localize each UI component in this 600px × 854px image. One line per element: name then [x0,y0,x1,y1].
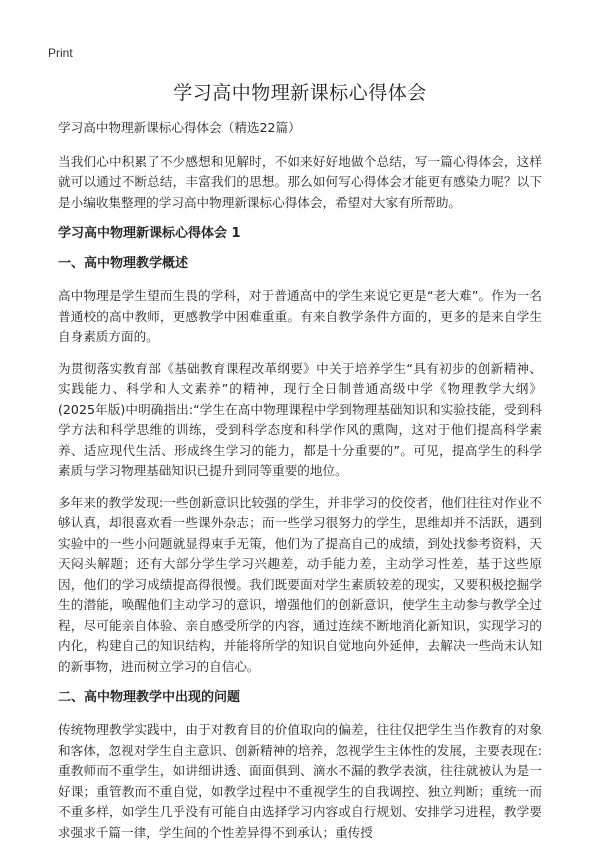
section-paragraph: 为贯彻落实教育部《基础教育课程改革纲要》中关于培养学生“具有初步的创新精神、实践能力、科学和人文素养”的精神，现行全日制普通高级中学《物理教学大纲》(2025年版)中明确指出:“学生在高中物理课程中学到物理基础知识和实验技能，受到科学方法和科学思维的训练，受到科学态度和科学作风的熏陶，这对于他们提高科学素养、适应现代生活、形成终生学习的能力，都是十分重要的”。可见，提高学生的科学素质与学习物理基础知识已提升到同等重要的地位。 [58,360,542,478]
page-title: 学习高中物理新课标心得体会 [173,82,427,104]
section-heading: 二、高中物理教学中出现的问题 [58,690,241,705]
print-link[interactable]: Print [48,46,73,60]
section-heading: 一、高中物理教学概述 [58,256,189,271]
article-heading: 学习高中物理新课标心得体会 1 [58,226,241,241]
article-body [58,118,542,854]
section-paragraph: 高中物理是学生望而生畏的学科，对于普通高中的学生来说它更是“老大难”。作为一名普通校的高中教师，更感教学中困难重重。有来自教学条件方面的，更多的是来自学生自身素质方面的。 [58,288,542,344]
section-paragraph: 多年来的教学发现:一些创新意识比较强的学生，并非学习的佼佼者，他们往往对作业不够认真，却很喜欢看一些课外杂志；而一些学习很努力的学生，思维却并不活跃，遇到实验中的一些小问题就显得束手无策，他们为了提高自己的成绩，到处找参考资料，天天闷头解题；还有大部分学生学习兴趣差，动手能力差，主动学习性差，基于这些原因，他们的学习成绩提高得很慢。我们既要面对学生素质较差的现实，又要积极挖掘学生的潜能，唤醒他们主动学习的意识，增强他们的创新意识，使学生主动参与教学全过程，尽可能亲自体验、亲自感受所学的内容，通过连续不断地消化新知识，实现学习的内化，构建自己的知识结构，并能将所学的知识自觉地向外延伸，去解决一些尚未认知的新事物，进而树立学习的自信心。 [58,494,542,674]
intro-paragraph: 当我们心中积累了不少感想和见解时，不如来好好地做个总结，写一篇心得体会，这样就可以通过不断总结，丰富我们的思想。那么如何写心得体会才能更有感染力呢？以下是小编收集整理的学习高中物理新课标心得体会，希望对大家有所帮助。 [58,153,542,210]
section-paragraph: 传统物理教学实践中，由于对教育目的价值取向的偏差，往往仅把学生当作教育的对象和客体，忽视对学生自主意识、创新精神的培养，忽视学生主体性的发展，主要表现在:重教师而不重学生，如讲细讲透、面面俱到、滴水不漏的教学表演，往往就被认为是一好课；重管教而不重自觉，如教学过程中不重视学生的自我调控、独立判断；重统一而不重多样，如学生几乎没有可能自由选择学习内容或自行规划、安排学习进程，教学要求强求千篇一律，学生间的个性差异得不到承认；重传授 [58,722,542,840]
article-subtitle: 学习高中物理新课标心得体会（精选22篇） [58,120,301,135]
